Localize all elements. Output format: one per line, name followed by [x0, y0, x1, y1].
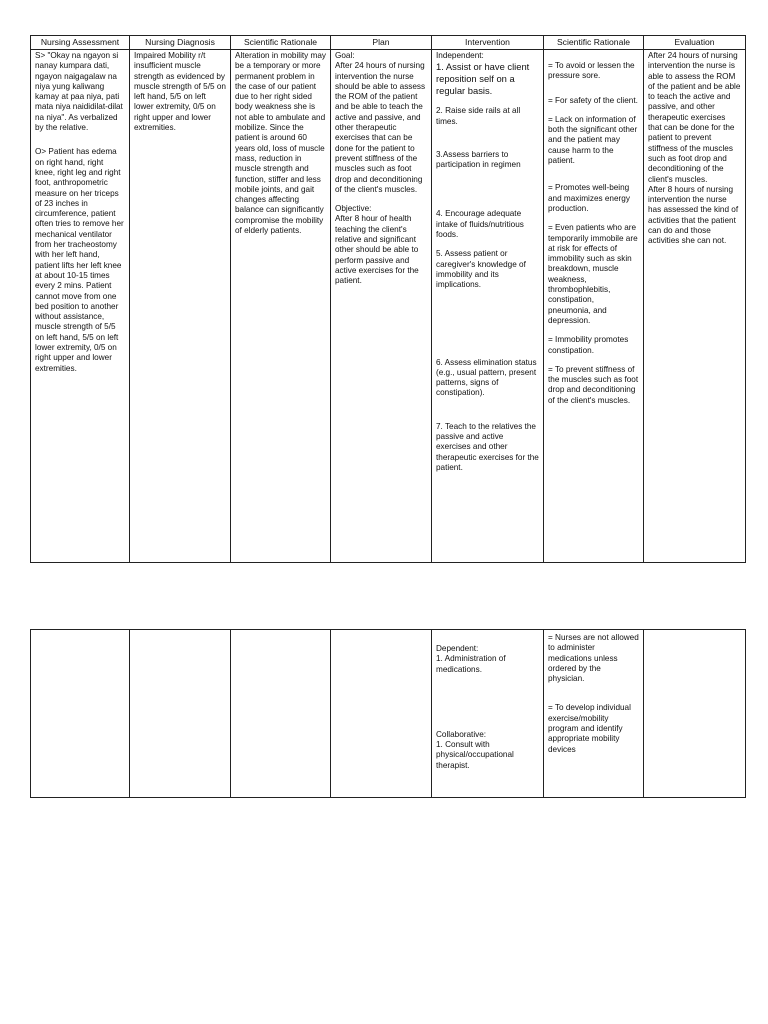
rationale-text: Alteration in mobility may be a temporary or more permanent problem in the case of our patient due to her right sided body weakness she is not able to ambulate and mobilize. Since the patient is around 60 years old, loss of muscle mass, reduction in muscle strength and function, stiffer and less mobile joints, and gait changes affecting balance can significantly compromise the mobility of elderly patients. [235, 51, 327, 236]
diagnosis-cell [130, 50, 231, 563]
intervention-rationale-item: = Promotes well-being and maximizes energy production. [548, 183, 630, 213]
subjective-data: S> "Okay na ngayon si nanay kumpara dati, ngayon naigagalaw na niya yung kaliwang kamay at paa niya, pati mata niya naididilat-dilat na niya". As verbalized by the relative. [35, 51, 123, 133]
intervention-rationale-item: = To prevent stiffness of the muscles such as foot drop and deconditioning of the client's muscles. [548, 364, 639, 405]
objective-label: Objective: [335, 204, 372, 214]
intervention-item: 7. Teach to the relatives the passive and active exercises and other therapeutic exercises for the patient. [436, 421, 539, 472]
header-nursing-diagnosis: Nursing Diagnosis [130, 36, 231, 50]
intervention-rationale-item: = Immobility promotes constipation. [548, 335, 629, 355]
evaluation-cell [644, 50, 746, 563]
diagnosis-text: Impaired Mobility r/t insufficient muscle strength as evidenced by muscle strength of 5/5 on left hand, 5/5 on left lower extremity, 0/5 on right upper and lower extremities. [134, 51, 226, 133]
intervention-rationale-cell [544, 50, 644, 563]
evaluation-text: After 24 hours of nursing intervention the nurse is able to assess the ROM of the patient and be able to teach the active and passive, and other therapeutic exercises that can be done for the patient to prevent stiffness of the muscles such as foot drop and deconditioning of the client's muscles. [648, 51, 741, 184]
empty-cell [130, 630, 231, 798]
header-evaluation: Evaluation [644, 36, 746, 50]
intervention-item: 4. Encourage adequate intake of fluids/nutritious foods. [436, 209, 524, 240]
header-row [31, 36, 746, 50]
independent-label: Independent: [436, 51, 484, 60]
table-row [31, 630, 746, 798]
header-intervention-rationale: Scientific Rationale [544, 36, 644, 50]
assessment-cell [31, 50, 130, 563]
header-intervention: Intervention [432, 36, 544, 50]
empty-cell [331, 630, 432, 798]
plan-objective-text: After 8 hour of health teaching the client's relative and significant other should be able to perform passive and active exercises for the patient. [335, 214, 419, 286]
goal-label: Goal: [335, 51, 355, 60]
intervention-rationale-item: = Even patients who are temporarily immobile are at risk for effects of immobility such as skin breakdown, muscle weakness, thrombophlebitis, constipation, pneumonia, and depression. [548, 223, 638, 325]
intervention-rationale-item: = Lack on information of both the significant other and the patient may cause harm to the patient. [548, 114, 638, 166]
header-scientific-rationale: Scientific Rationale [231, 36, 331, 50]
collaborative-intervention: 1. Consult with physical/occupational therapist. [436, 740, 514, 770]
intervention-item: 1. Assist or have client reposition self on a regular basis. [436, 61, 530, 97]
intervention-rationale-item: = For safety of the client. [548, 95, 638, 105]
collaborative-rationale: = To develop individual exercise/mobility program and identify appropriate mobility devices [548, 703, 631, 754]
empty-cell [231, 630, 331, 798]
intervention-item: 6. Assess elimination status (e.g., usual pattern, present patterns, signs of constipation). [436, 357, 537, 398]
care-plan-table [30, 35, 746, 563]
care-plan-continuation-table [30, 629, 746, 798]
intervention-item: 5. Assess patient or caregiver's knowledge of immobility and its implications. [436, 249, 526, 290]
collaborative-label: Collaborative: [436, 729, 487, 739]
objective-data: O> Patient has edema on right hand, right knee, right leg and right foot, anthropometric measure on her triceps of 23 inches in circumference, patient often tries to remove her mechanical ventilator from her tracheostomy with her left hand, patient lifts her left knee at about 10-15 times every 2 mins. Patient cannot move from one bed position to another without assistance, muscle strength of 5/5 on left hand, 5/5 on left lower extremity, 0/5 on right upper and lower extremities. [35, 147, 124, 373]
intervention-rationale-item: = To avoid or lessen the pressure sore. [548, 61, 635, 81]
dependent-intervention: 1. Administration of medications. [436, 654, 506, 674]
header-nursing-assessment: Nursing Assessment [31, 36, 130, 50]
empty-cell [31, 630, 130, 798]
rationale-cell [231, 50, 331, 563]
plan-cell [331, 50, 432, 563]
goal-text: After 24 hours of nursing intervention the nurse should be able to assess the ROM of the patient and be able to teach the active and passive, and other therapeutic exercises that can be done for the patient to prevent stiffness of the muscles such as foot drop and deconditioning of the client's muscles. [335, 61, 426, 194]
intervention-item: 2. Raise side rails at all times. [436, 106, 521, 126]
intervention-item: 3.Assess barriers to participation in regimen [436, 149, 521, 170]
intervention-cell [432, 50, 544, 563]
dependent-rationale: = Nurses are not allowed to administer medications unless ordered by the physician. [548, 633, 639, 684]
empty-cell [644, 630, 746, 798]
continuation-intervention-cell [432, 630, 544, 798]
dependent-label: Dependent: [436, 644, 479, 653]
continuation-rationale-cell [544, 630, 644, 798]
table-row [31, 50, 746, 563]
header-plan: Plan [331, 36, 432, 50]
evaluation-text: After 8 hours of nursing intervention the nurse has assessed the kind of activities that the patient can do and those activities she can not. [648, 184, 739, 246]
